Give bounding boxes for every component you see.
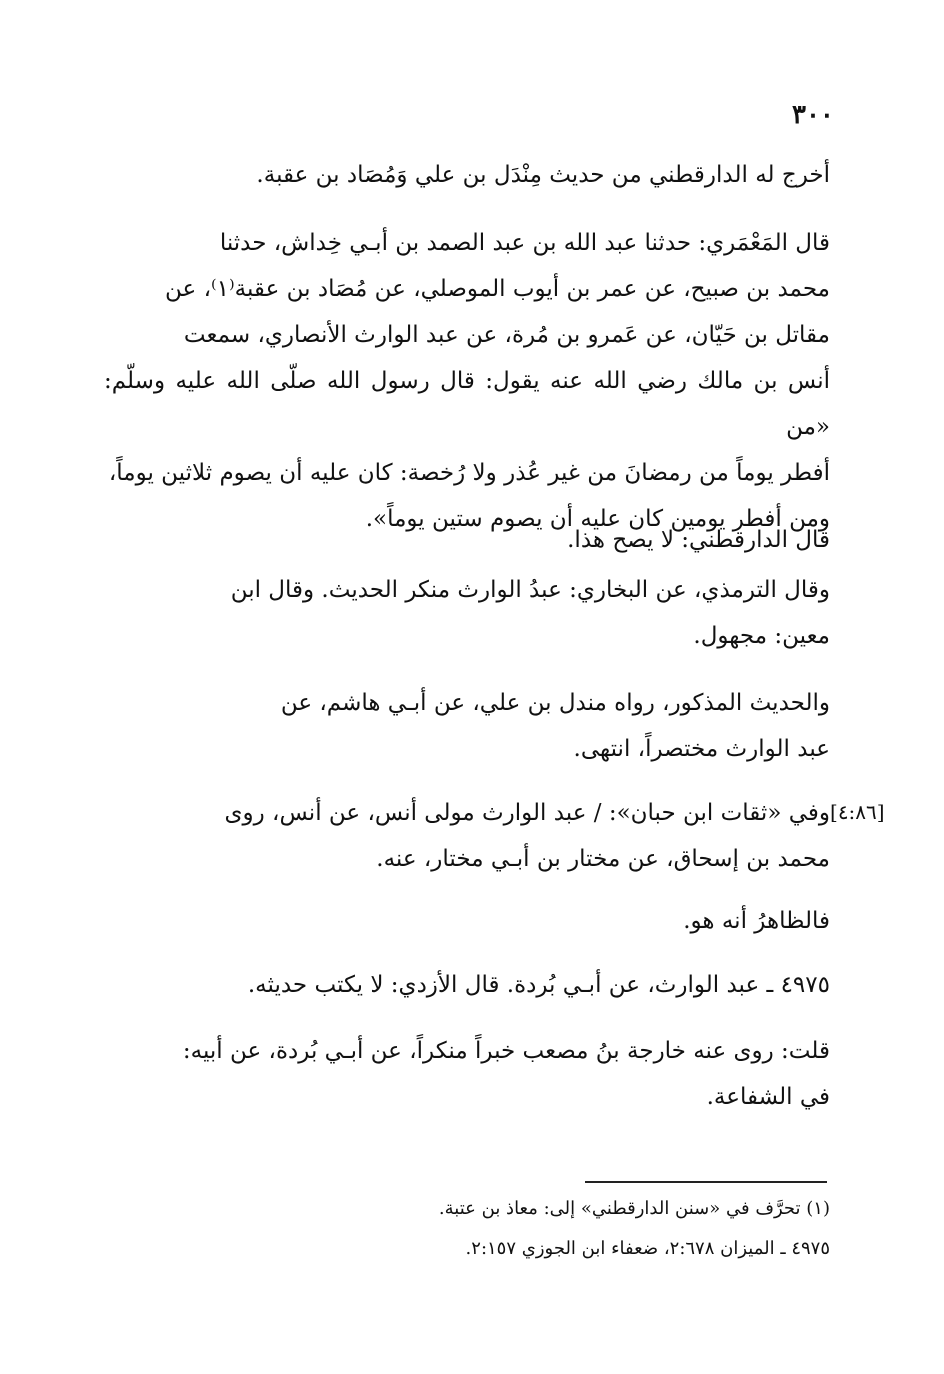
paragraph-5 [104,680,830,772]
page-number: ٣٠٠ [792,100,834,130]
paragraph-6 [104,790,830,882]
paragraph-text: فالظاهرُ أنه هو. [683,908,830,934]
paragraph-text: أخرج له الدارقطني من حديث مِنْدَل بن علي وَمُصَاد بن عقبة. [256,162,830,188]
paragraph-text: وقال الترمذي، عن البخاري: عبدُ الوارث منكر الحديث. وقال ابن معين: مجهول. [230,577,830,649]
paragraph-2 [104,220,830,542]
paragraph-text: قال الدارقطني: لا يصح هذا. [567,527,830,553]
footnote-divider [585,1181,827,1183]
entry-4975 [104,962,830,1008]
footnote-2: ٤٩٧٥ ـ الميزان ٢:٦٧٨، ضعفاء ابن الجوزي ٢:١٥٧. [465,1238,830,1259]
margin-reference: [٤:٨٦] [830,800,885,824]
paragraph-9 [104,1028,830,1120]
paragraph-4 [104,567,830,659]
paragraph-3 [104,517,830,563]
paragraph-text: ٤٩٧٥ ـ عبد الوارث، عن أبـي بُردة. قال الأزدي: لا يكتب حديثه. [247,972,830,998]
paragraph-7 [104,898,830,944]
paragraph-text: قال المَعْمَري: حدثنا عبد الله بن عبد الصمد بن أبـي خِداش، حدثنا محمد بن صبيح، عن عمر بن أيوب الموصلي، عن مُصَاد بن عقبة⁽١⁾، عن مقاتل بن حَيّان، عن عَمرو بن مُرة، عن عبد الوارث الأنصاري، سمعت أنس بن مالك رضي الله عنه يقول: قال رسول الله صلّى الله عليه وسلّم: «من أفطر يوماً من رمضانَ من غير عُذر ولا رُخصة: كان عليه أن يصوم ثلاثين يوماً، ومن أفطر يومين كان عليه أن يصوم ستين يوماً». [104,230,830,532]
paragraph-text: وفي «ثقات ابن حبان»: / عبد الوارث مولى أنس، عن أنس، روى محمد بن إسحاق، عن مختار بن أبـي مختار، عنه. [224,800,830,872]
paragraph-text: قلت: روى عنه خارجة بنُ مصعب خبراً منكراً، عن أبـي بُردة، عن أبيه: في الشفاعة. [182,1038,830,1110]
paragraph-text: والحديث المذكور، رواه مندل بن علي، عن أبـي هاشم، عن عبد الوارث مختصراً، انتهى. [280,690,830,762]
footnote-1: (١) تحرَّف في «سنن الدارقطني» إلى: معاذ بن عتبة. [438,1198,830,1219]
paragraph-1 [104,152,830,198]
